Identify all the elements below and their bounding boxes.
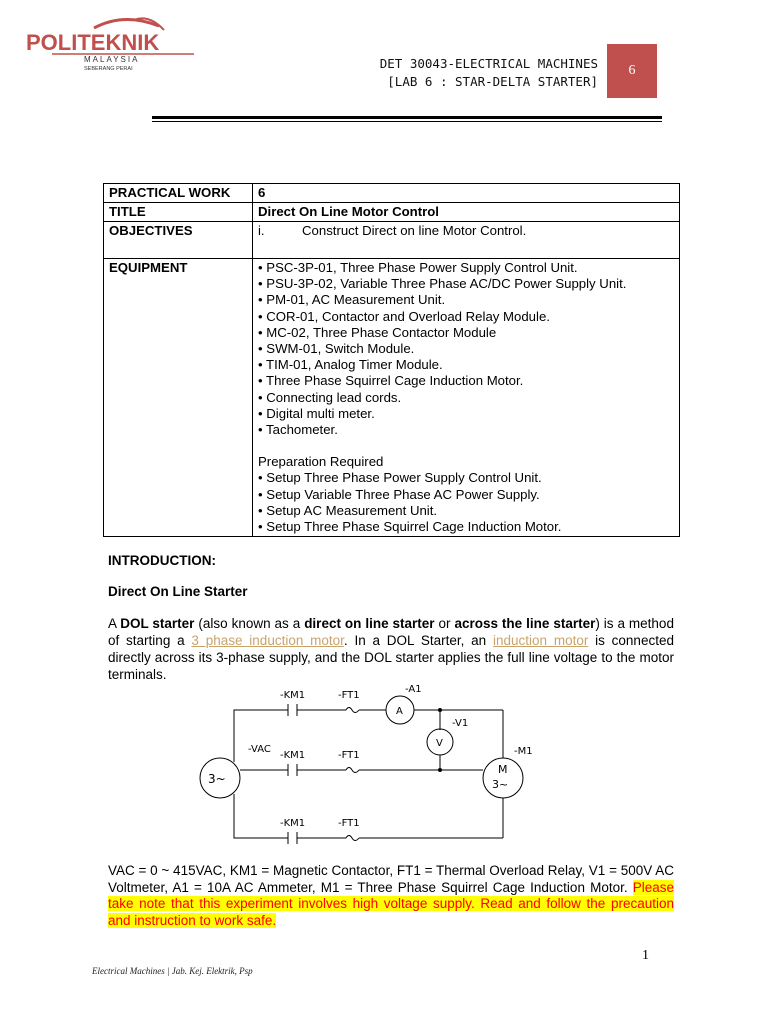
m1-label: -M1 [514,746,533,757]
source-label: 3~ [208,772,226,786]
list-item: • Setup Three Phase Power Supply Control Unit. [258,470,542,486]
title-label: TITLE [104,203,253,222]
table-row [104,259,680,537]
svg-text:MALAYSIA: MALAYSIA [84,55,140,64]
direct-on-line-term: direct on line starter [304,616,435,631]
title-value: Direct On Line Motor Control [253,203,680,222]
induction-motor-link[interactable]: induction motor [492,633,589,648]
objective-text: Construct Direct on line Motor Control. [302,223,527,238]
dol-starter-term: DOL starter [120,616,195,631]
page-number: 1 [642,948,649,963]
list-item: • Tachometer. [258,422,338,438]
introduction-heading: INTRODUCTION: [108,553,216,568]
objectives-label: OBJECTIVES [104,222,253,259]
across-the-line-term: across the line starter [454,616,596,631]
preparation-title: Preparation Required [258,454,384,470]
equipment-cell [253,259,680,537]
list-item: • PM-01, AC Measurement Unit. [258,292,446,308]
list-item: • PSU-3P-02, Variable Three Phase AC/DC Power Supply Unit. [258,276,627,292]
text-run: (also known as a [194,616,305,631]
list-item: • Setup AC Measurement Unit. [258,502,438,518]
header-rule [152,116,662,119]
a1-label: -A1 [405,684,422,695]
list-item: • Setup Three Phase Squirrel Cage Induction Motor. [258,519,562,535]
list-item: • Three Phase Squirrel Cage Induction Motor. [258,373,524,389]
objective-number: i. [258,223,265,238]
list-item: • PSC-3P-01, Three Phase Power Supply Control Unit. [258,260,578,275]
ammeter-label: A [396,706,403,717]
dol-starter-heading: Direct On Line Starter [108,584,248,599]
v1-label: -V1 [452,718,469,729]
course-title: DET 30043-ELECTRICAL MACHINES [379,56,598,71]
politeknik-logo [24,14,204,74]
safety-warning: Please take note that this experiment involves high voltage supply. Read and follow the precaution and instruction to work safe. [108,879,674,928]
legend-paragraph [108,863,674,929]
vac-label: -VAC [248,744,271,755]
table-row [104,203,680,222]
list-item: • Setup Variable Three Phase AC Power Supply. [258,486,540,502]
legend-text: VAC = 0 ~ 415VAC, KM1 = Magnetic Contactor, FT1 = Thermal Overload Relay, V1 = 500V AC Voltmeter, A1 = 10A AC Ammeter, M1 = Three Phase Squirrel Cage Induction Motor. [108,863,674,895]
list-item: • MC-02, Three Phase Contactor Module [258,324,497,340]
text-run: A [108,616,121,631]
table-row [104,184,680,203]
list-item: • Connecting lead cords. [258,389,402,405]
three-phase-motor-link[interactable]: 3 phase induction motor [191,633,344,648]
document-header [380,55,598,91]
text-run: is connected directly across its 3-phase supply, and the DOL starter applies the full line voltage to the motor terminals. [108,633,674,682]
svg-text:SEBERANG PERAI: SEBERANG PERAI [84,66,133,72]
list-item: • TIM-01, Analog Timer Module. [258,357,443,373]
km1-label: -KM1 [280,750,306,761]
text-run: or [434,616,455,631]
list-item: • Digital multi meter. [258,405,375,421]
list-item: • SWM-01, Switch Module. [258,341,415,357]
motor-phase-label: 3~ [492,778,509,791]
objectives-cell [253,222,680,259]
km1-label: -KM1 [280,690,306,701]
ft1-label: -FT1 [338,818,360,829]
dol-circuit-diagram [200,680,533,850]
voltmeter-label: V [436,738,443,749]
header-rule-thin [152,121,662,122]
ft1-label: -FT1 [338,690,360,701]
equipment-label: EQUIPMENT [104,259,253,537]
svg-text:POLITEKNIK: POLITEKNIK [26,30,160,55]
table-row [104,222,680,259]
footer-text: Electrical Machines | Jab. Kej. Elektrik, Psp [92,966,253,976]
intro-paragraph [108,615,674,683]
list-item: • COR-01, Contactor and Overload Relay Module. [258,308,550,324]
practical-work-label: PRACTICAL WORK [104,184,253,203]
text-run: ) is a method of starting a [108,616,674,648]
ft1-label: -FT1 [338,750,360,761]
practical-work-table [103,183,680,537]
text-run: . In a DOL Starter, an [343,633,493,648]
lab-number-box: 6 [607,44,657,98]
lab-title: [LAB 6 : STAR-DELTA STARTER] [387,74,598,89]
km1-label: -KM1 [280,818,306,829]
practical-work-value: 6 [253,184,680,203]
motor-label: M [498,763,508,776]
